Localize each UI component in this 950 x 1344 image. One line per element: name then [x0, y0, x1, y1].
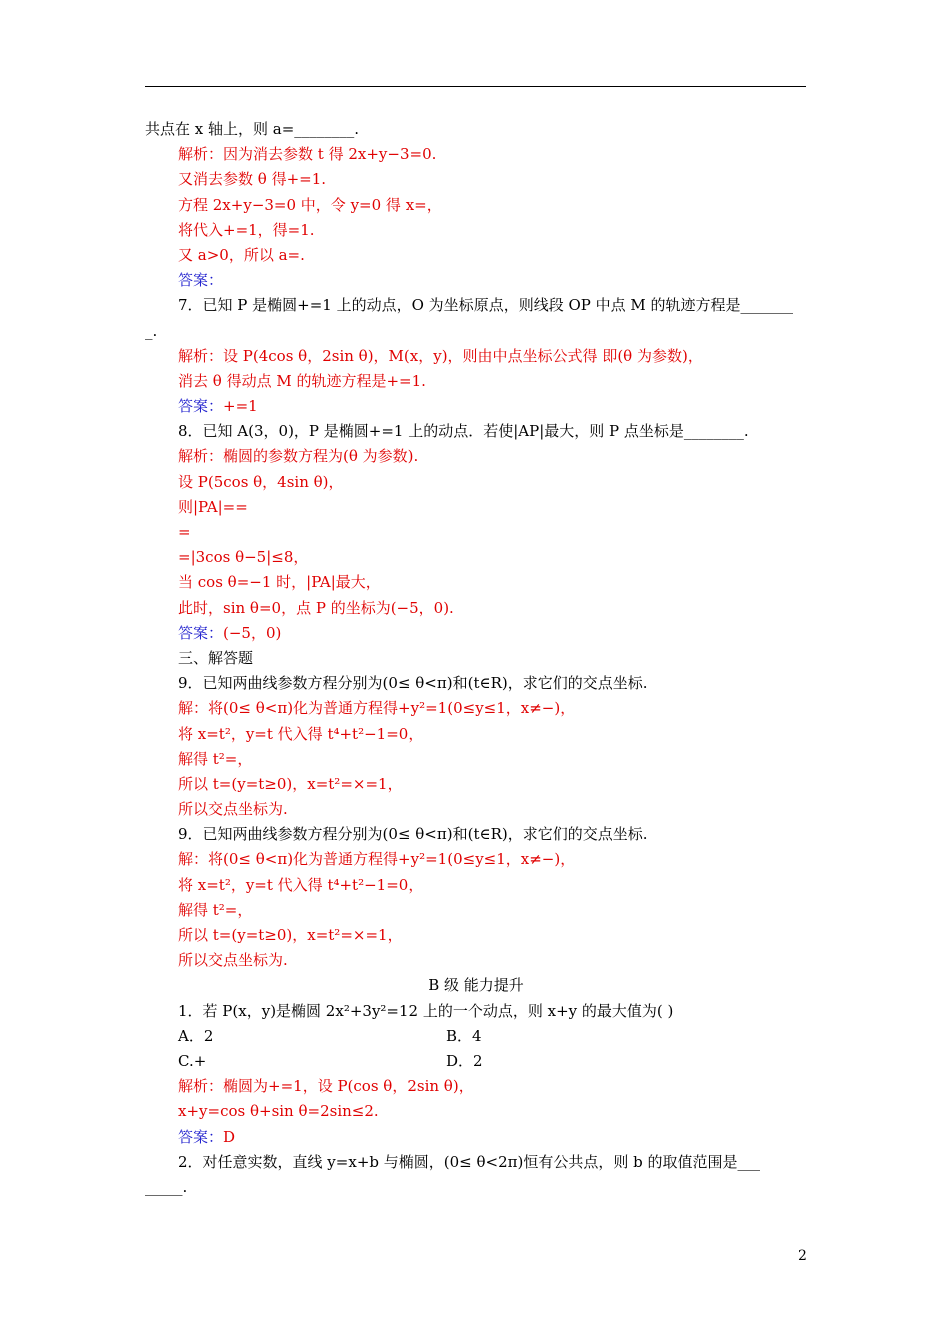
line-text: 将(0≤ θ<π)化为普通方程得+y²=1(0≤y≤1，x≠−)， — [208, 699, 576, 718]
answer-label: 答案： — [178, 397, 224, 416]
document-body — [145, 117, 807, 1200]
text-line — [145, 570, 807, 595]
option-item: C.+ — [178, 1051, 207, 1070]
text-line — [145, 444, 807, 469]
text-line — [145, 319, 807, 344]
line-text: 设 P(4cos θ，2sin θ)，M(x，y)，则由中点坐标公式得 即(θ 为参数)， — [223, 346, 703, 365]
text-line — [145, 948, 807, 973]
header-rule — [145, 86, 806, 87]
analysis-label: 解： — [178, 850, 209, 869]
line-text: x+y=cos θ+sin θ=2sin≤2. — [178, 1102, 379, 1121]
text-line — [145, 747, 807, 772]
text-line — [145, 218, 807, 243]
analysis-label: 解析： — [178, 447, 224, 466]
line-text: 所以 t=(y=t≥0)，x=t²=×=1， — [178, 926, 403, 944]
text-line — [145, 1099, 807, 1124]
text-line — [145, 167, 807, 192]
page-number: 2 — [798, 1248, 807, 1264]
option-item: B．4 — [446, 1026, 482, 1045]
line-text: =|3cos θ−5|≤8， — [178, 548, 309, 567]
line-text: 解得 t²=， — [178, 900, 253, 919]
line-text: 8．已知 A(3，0)，P 是椭圆+=1 上的动点．若使|AP|最大，则 P 点坐标是________. — [178, 422, 749, 441]
line-text: 此时，sin θ=0，点 P 的坐标为(−5，0). — [178, 598, 454, 617]
line-text: B 级 能力提升 — [428, 976, 524, 995]
line-text: (−5，0) — [223, 623, 282, 642]
line-text: 9．已知两曲线参数方程分别为(0≤ θ<π)和(t∈R)，求它们的交点坐标. — [178, 825, 648, 844]
text-line — [145, 495, 807, 520]
line-text: 椭圆的参数方程为(θ 为参数). — [223, 447, 419, 466]
option-item: A．2 — [178, 1026, 214, 1045]
analysis-label: 解析： — [178, 346, 224, 365]
text-line — [145, 1074, 807, 1099]
text-line — [145, 671, 807, 696]
line-text: 将代入+=1，得=1. — [178, 220, 315, 239]
text-line — [145, 394, 807, 419]
answer-label: 答案： — [178, 623, 224, 642]
answer-label: 答案： — [178, 1127, 224, 1146]
text-line — [145, 1125, 807, 1150]
line-text: 9．已知两曲线参数方程分别为(0≤ θ<π)和(t∈R)，求它们的交点坐标. — [178, 674, 648, 693]
line-text: 又 a>0，所以 a=. — [178, 245, 305, 264]
text-line — [145, 797, 807, 822]
line-text: = — [178, 523, 191, 541]
line-text: _____. — [145, 1177, 188, 1196]
line-text: 将 x=t²，y=t 代入得 t⁴+t²−1=0， — [178, 875, 424, 894]
text-line — [145, 822, 807, 847]
text-line — [145, 621, 807, 646]
text-line — [145, 193, 807, 218]
text-line — [145, 772, 807, 797]
line-text: 因为消去参数 t 得 2x+y−3=0. — [223, 145, 437, 164]
line-text: 1．若 P(x，y)是椭圆 2x²+3y²=12 上的一个动点，则 x+y 的最大值为( ) — [178, 1001, 674, 1020]
text-line — [145, 898, 807, 923]
text-line — [145, 646, 807, 671]
text-line — [145, 696, 807, 721]
text-line — [145, 344, 807, 369]
line-text: 所以交点坐标为. — [178, 800, 288, 819]
text-line — [145, 596, 807, 621]
text-line — [145, 923, 807, 948]
text-line — [145, 268, 807, 293]
line-text: 椭圆为+=1，设 P(cos θ，2sin θ)， — [223, 1077, 474, 1096]
line-text: 共点在 x 轴上，则 a=________. — [145, 120, 360, 138]
line-text: D — [223, 1127, 236, 1146]
text-line — [145, 873, 807, 898]
text-line — [145, 1049, 807, 1074]
text-line — [145, 419, 807, 444]
text-line — [145, 117, 807, 142]
line-text: 解得 t²=， — [178, 749, 253, 768]
option-item: D．2 — [446, 1051, 483, 1070]
line-text: 又消去参数 θ 得+=1. — [178, 170, 327, 189]
line-text: 将 x=t²，y=t 代入得 t⁴+t²−1=0， — [178, 724, 424, 743]
line-text: 所以 t=(y=t≥0)，x=t²=×=1， — [178, 774, 403, 793]
text-line — [145, 999, 807, 1024]
text-line — [145, 1175, 807, 1200]
text-line — [145, 369, 807, 394]
text-line — [145, 520, 807, 545]
text-line — [145, 293, 807, 318]
text-line — [145, 545, 807, 570]
text-line — [145, 722, 807, 747]
text-line — [145, 973, 807, 998]
line-text: 所以交点坐标为. — [178, 951, 288, 970]
analysis-label: 解析： — [178, 1077, 224, 1096]
analysis-label: 解析： — [178, 145, 224, 164]
line-text: 三、解答题 — [178, 648, 254, 667]
line-text: 2．对任意实数，直线 y=x+b 与椭圆，(0≤ θ<2π)恒有公共点，则 b 的取值范围是___ — [178, 1152, 760, 1171]
line-text: 设 P(5cos θ，4sin θ)， — [178, 472, 344, 491]
line-text: +=1 — [223, 397, 258, 416]
line-text: 当 cos θ=−1 时，|PA|最大， — [178, 573, 381, 592]
line-text: 将(0≤ θ<π)化为普通方程得+y²=1(0≤y≤1，x≠−)， — [208, 850, 576, 869]
text-line — [145, 470, 807, 495]
text-line — [145, 1024, 807, 1049]
text-line — [145, 847, 807, 872]
text-line — [145, 243, 807, 268]
line-text: _. — [145, 321, 158, 340]
line-text: 7．已知 P 是椭圆+=1 上的动点，O 为坐标原点，则线段 OP 中点 M 的轨迹方程是_______ — [178, 296, 794, 315]
line-text: 消去 θ 得动点 M 的轨迹方程是+=1. — [178, 371, 426, 390]
analysis-label: 解： — [178, 699, 209, 718]
text-line — [145, 142, 807, 167]
line-text: 则|PA|== — [178, 497, 248, 516]
line-text: 方程 2x+y−3=0 中，令 y=0 得 x=， — [178, 195, 442, 214]
text-line — [145, 1150, 807, 1175]
answer-label: 答案： — [178, 271, 224, 290]
